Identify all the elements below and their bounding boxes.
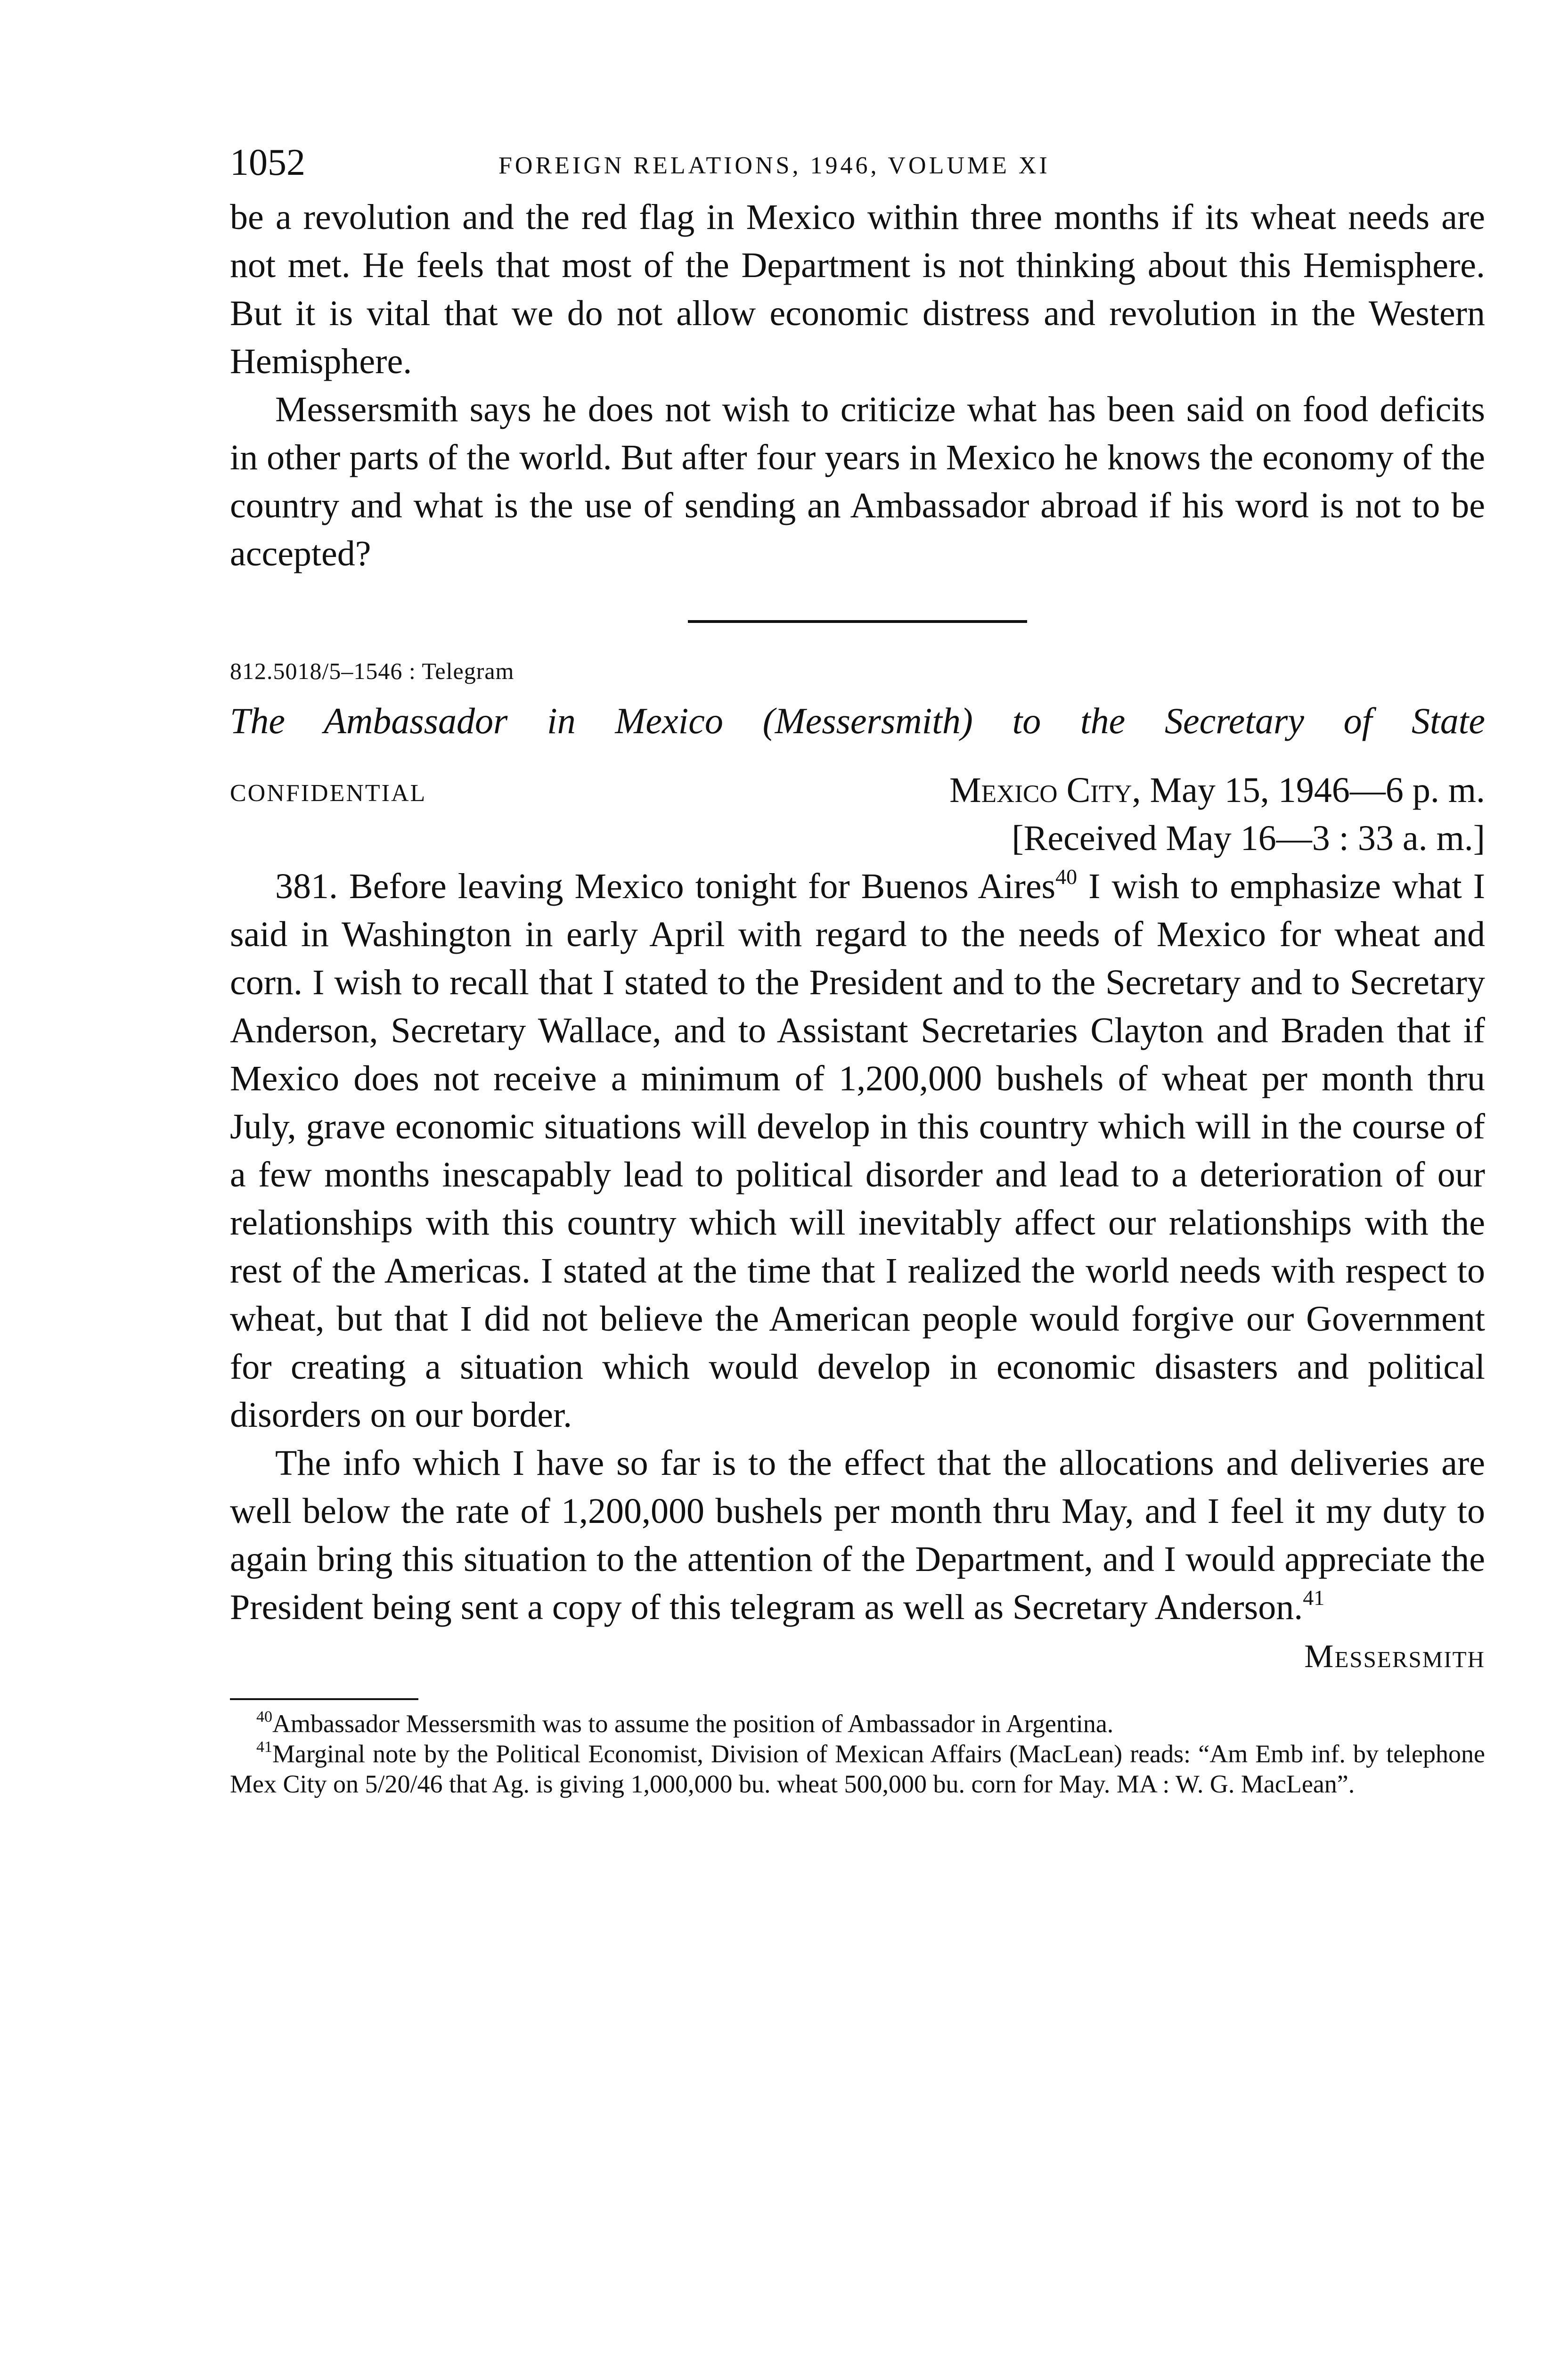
running-title: FOREIGN RELATIONS, 1946, VOLUME XI <box>498 152 1050 179</box>
footnote-text: Ambassador Messersmith was to assume the position of Ambassador in Argentina. <box>272 1710 1114 1738</box>
dateline-row <box>230 766 1485 814</box>
footnotes <box>230 1709 1485 1799</box>
footnote-mark: 41 <box>256 1738 272 1756</box>
footnote-text: Marginal note by the Political Economist, Division of Mexican Affairs (MacLean) reads: “Am Emb inf. by telephone Mex City on 5/20/46 that Ag. is giving 1,000,000 bu. wheat 500,000 bu. corn for May. MA : W. G. MacLean”. <box>230 1740 1485 1798</box>
telegram-paragraph-1 <box>230 862 1485 1439</box>
signature: Messersmith <box>1304 1638 1485 1675</box>
footnote-41 <box>230 1739 1485 1799</box>
telegram-text-b: I wish to emphasize what I said in Washington in early April with regard to the needs of Mexico for wheat and corn. I wish to recall that I stated to the President and to the Secretary and to Secretary Anderson, Secretary Wallace, and to Assistant Secretaries Clayton and Braden that if Mexico does not receive a minimum of 1,200,000 bushels of wheat per month thru July, grave economic situations will develop in this country which will in the course of a few months inescapably lead to political disorder and lead to a deterioration of our relationships with this country which will inevitably affect our relationships with the rest of the Americas. I stated at the time that I realized the world needs with respect to wheat, but that I did not believe the American people would forgive our Government for creating a situation which would develop in economic disasters and political disorders on our border. <box>230 867 1485 1435</box>
footnote-ref-40[interactable]: 40 <box>1055 865 1078 889</box>
document-title: The Ambassador in Mexico (Messersmith) to the Secretary of State <box>230 700 1485 741</box>
dateline-date: May 15, 1946—6 p. m. <box>1150 770 1485 810</box>
dateline-place: Mexico City, <box>949 770 1141 810</box>
dateline <box>949 766 1485 814</box>
page-number: 1052 <box>230 142 305 183</box>
telegram-paragraph-2 <box>230 1439 1485 1631</box>
telegram-text-c: The info which I have so far is to the effect that the allocations and deliveries are well below the rate of 1,200,000 bushels per month thru May, and I feel it my duty to again bring this situation to the attention of the Department, and I would appreciate the President being sent a copy of this telegram as well as Secretary Anderson. <box>230 1443 1485 1627</box>
footnote-mark: 40 <box>256 1708 272 1726</box>
section-divider <box>688 620 1027 623</box>
running-head <box>230 141 1485 193</box>
file-reference: 812.5018/5–1546 : Telegram <box>230 658 514 684</box>
footnote-divider <box>230 1698 418 1700</box>
received-line: [Received May 16—3 : 33 a. m.] <box>1012 818 1485 858</box>
telegram-text-a: 381. Before leaving Mexico tonight for Buenos Aires <box>275 867 1056 906</box>
messersmith-paragraph: Messersmith says he does not wish to criticize what has been said on food deficits in other parts of the world. But after four years in Mexico he knows the economy of the country and what is the use of sending an Ambassador abroad if his word is not to be accepted? <box>230 390 1485 573</box>
footnote-40 <box>230 1709 1485 1739</box>
continued-paragraph: be a revolution and the red flag in Mexico within three months if its wheat needs are not met. He feels that most of the Department is not thinking about this Hemisphere. But it is vital that we do not allow economic distress and revolution in the Western Hemisphere. <box>230 197 1485 381</box>
footnote-ref-41[interactable]: 41 <box>1303 1586 1325 1610</box>
classification-label: CONFIDENTIAL <box>230 780 427 807</box>
book-page <box>230 141 1485 1799</box>
